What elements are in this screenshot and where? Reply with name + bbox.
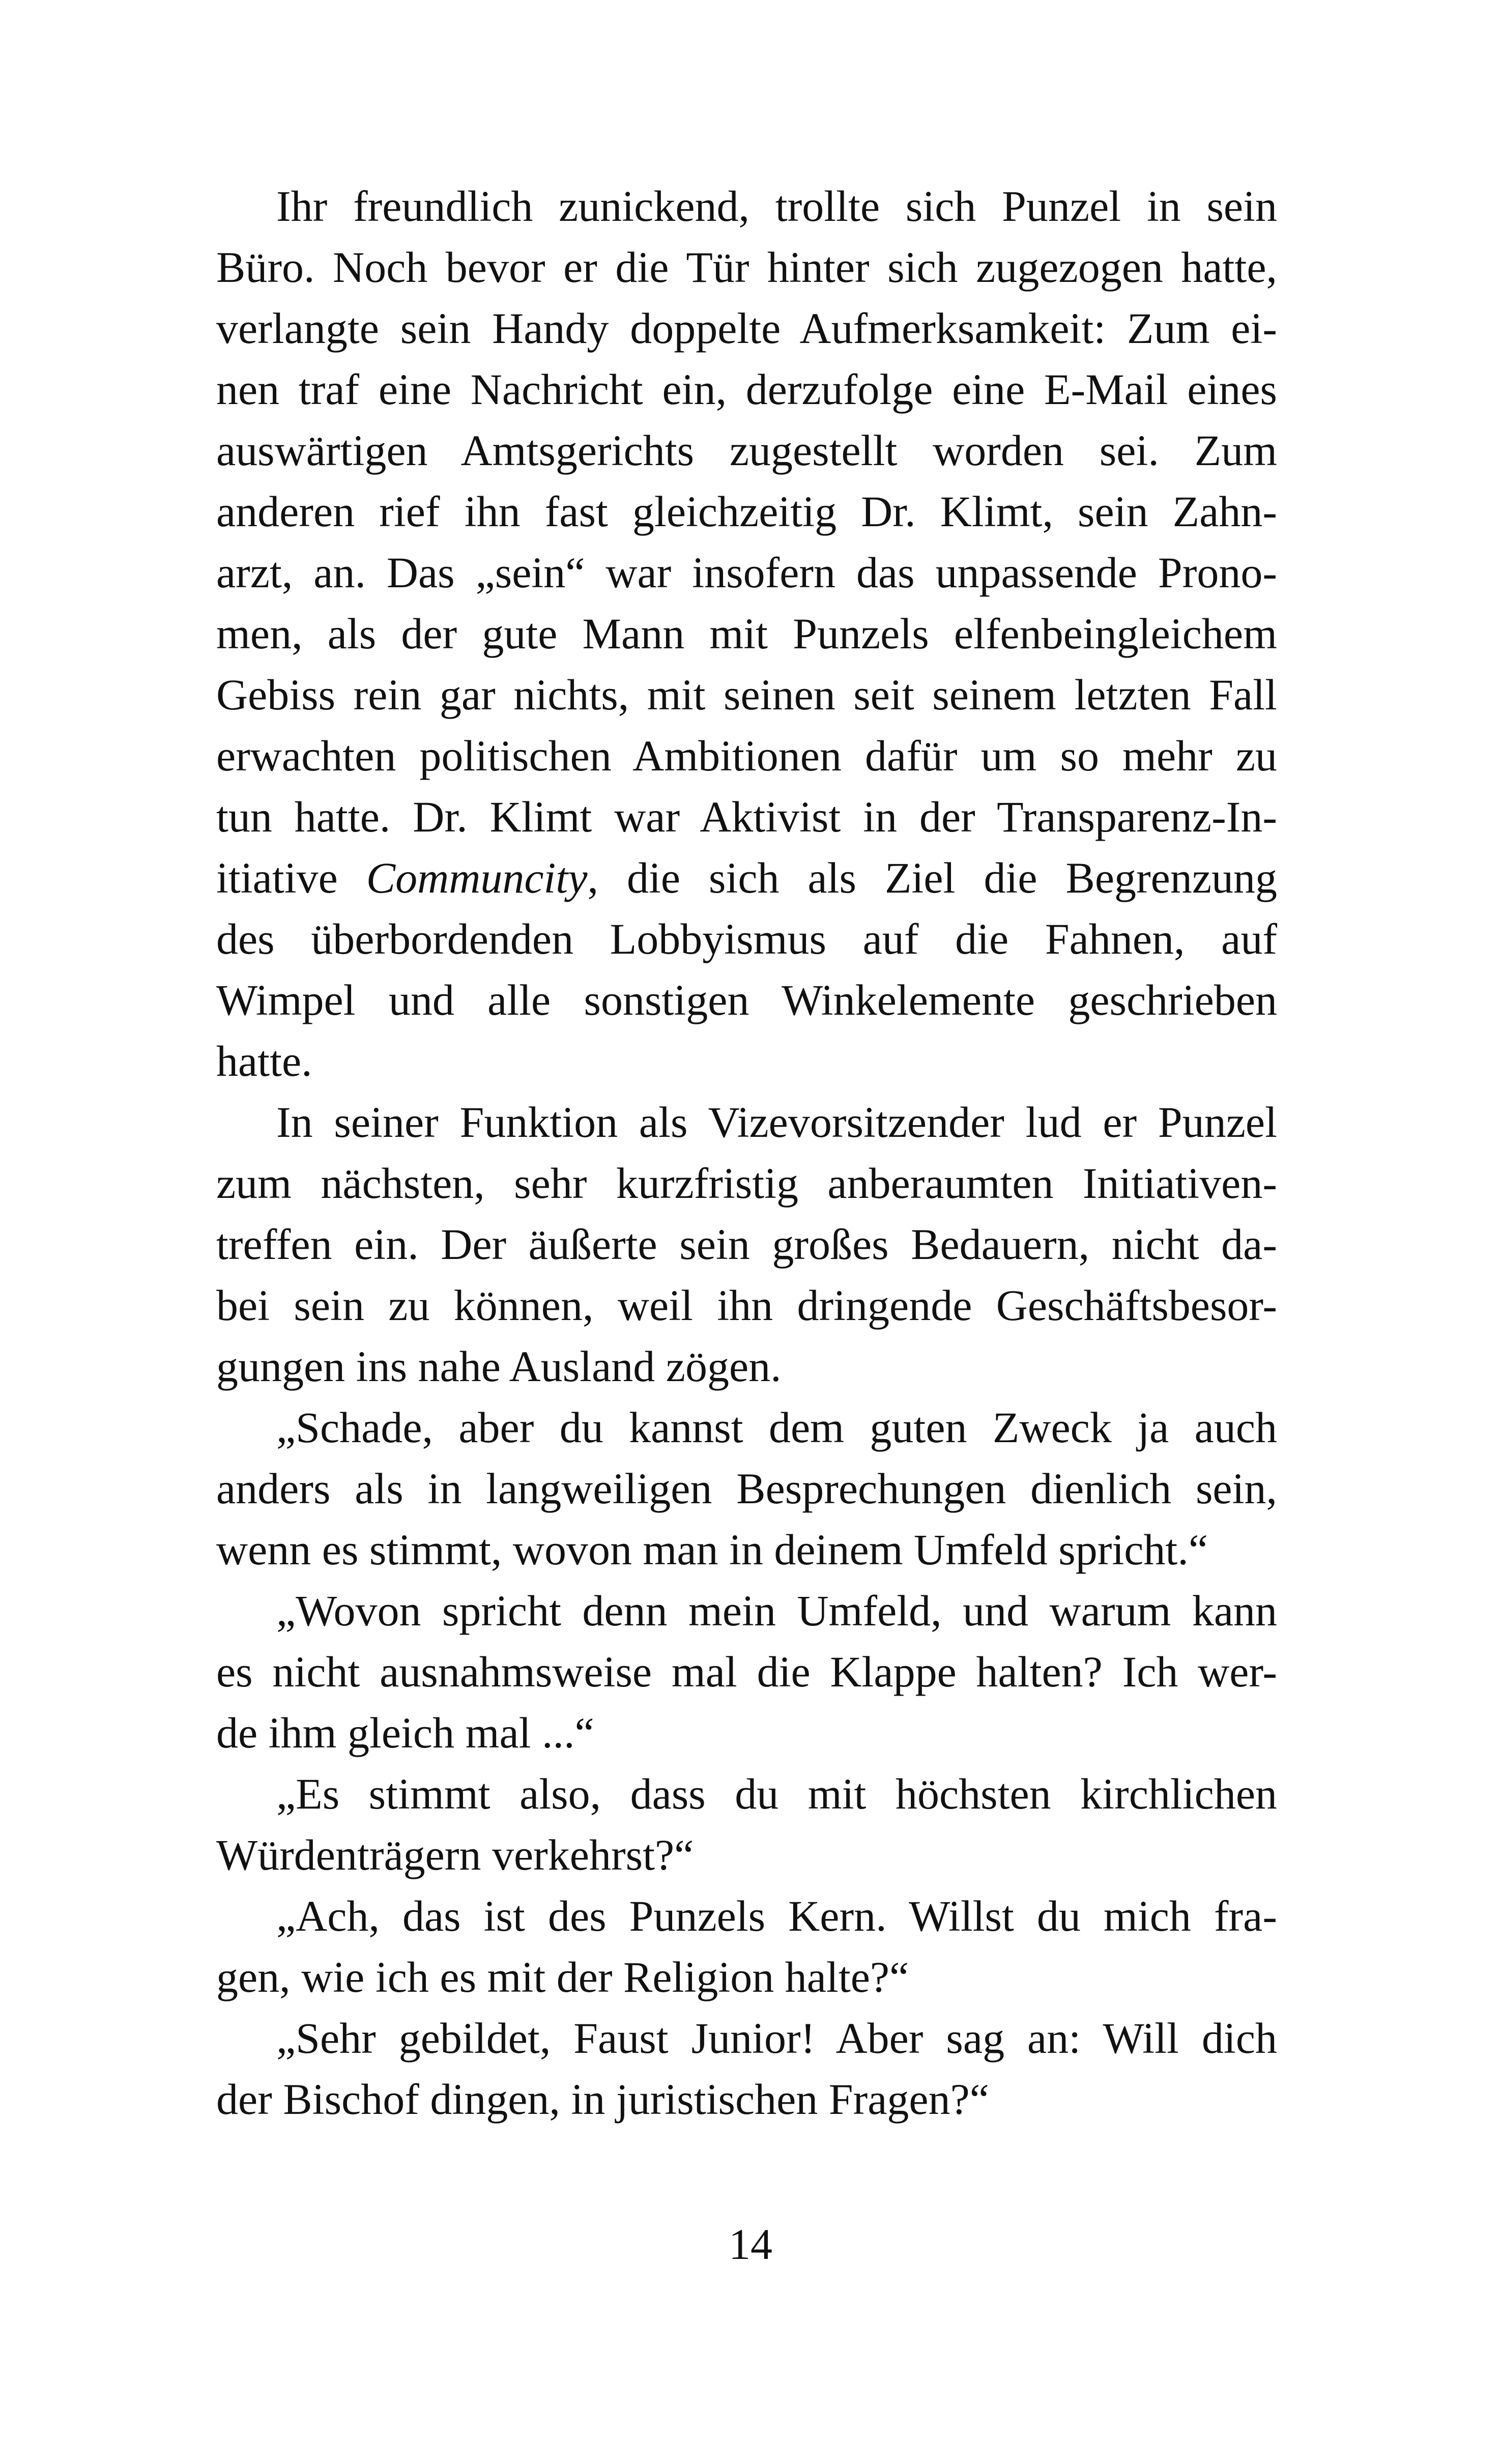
text-line: es nicht ausnahmsweise mal die Klappe halten? Ich wer- bbox=[216, 1647, 1277, 1696]
text-line: itiative Communcity, die sich als Ziel die Begrenzung bbox=[216, 853, 1277, 902]
text-line: der Bischof dingen, in juristischen Fragen?“ bbox=[216, 2075, 989, 2124]
text-line: zum nächsten, sehr kurzfristig anberaumten Initiativen- bbox=[216, 1159, 1277, 1208]
text-line: tun hatte. Dr. Klimt war Aktivist in der Transparenz-In- bbox=[216, 792, 1277, 841]
text-line: erwachten politischen Ambitionen dafür um so mehr zu bbox=[216, 731, 1277, 780]
text-line: men, als der gute Mann mit Punzels elfenbeingleichem bbox=[216, 609, 1277, 658]
text-line: bei sein zu können, weil ihn dringende Geschäftsbesor- bbox=[216, 1281, 1277, 1330]
text-line: In seiner Funktion als Vizevorsitzender lud er Punzel bbox=[276, 1098, 1277, 1147]
text-line: „Es stimmt also, dass du mit höchsten kirchlichen bbox=[276, 1769, 1277, 1818]
text-line: anders als in langweiligen Besprechungen dienlich sein, bbox=[216, 1464, 1277, 1513]
page-number: 14 bbox=[729, 2220, 772, 2269]
text-line: anderen rief ihn fast gleichzeitig Dr. Klimt, sein Zahn- bbox=[216, 487, 1277, 536]
text-line: Würdenträgern verkehrst?“ bbox=[216, 1830, 694, 1879]
text-line: „Ach, das ist des Punzels Kern. Willst du mich fra- bbox=[276, 1892, 1277, 1940]
italic-title: Communcity bbox=[366, 853, 588, 902]
text-line: hatte. bbox=[216, 1037, 312, 1085]
text-line: treffen ein. Der äußerte sein großes Bedauern, nicht da- bbox=[216, 1220, 1277, 1269]
text-line: de ihm gleich mal ...“ bbox=[216, 1708, 594, 1757]
body-text bbox=[216, 176, 1277, 2130]
text-line: gen, wie ich es mit der Religion halte?“ bbox=[216, 1953, 909, 2001]
text-line: Ihr freundlich zunickend, trollte sich Punzel in sein bbox=[276, 182, 1277, 231]
text-line: des überbordenden Lobbyismus auf die Fahnen, auf bbox=[216, 914, 1277, 963]
text-line: auswärtigen Amtsgerichts zugestellt worden sei. Zum bbox=[216, 426, 1277, 475]
text-line: Büro. Noch bevor er die Tür hinter sich zugezogen hatte, bbox=[216, 243, 1277, 292]
text-line: Gebiss rein gar nichts, mit seinen seit seinem letzten Fall bbox=[216, 670, 1277, 719]
text-line: Wimpel und alle sonstigen Winkelemente geschrieben bbox=[216, 976, 1277, 1024]
text-line: „Sehr gebildet, Faust Junior! Aber sag an: Will dich bbox=[276, 2014, 1277, 2062]
text-line: nen traf eine Nachricht ein, derzufolge eine E-Mail eines bbox=[216, 365, 1277, 414]
text-line: wenn es stimmt, wovon man in deinem Umfeld spricht.“ bbox=[216, 1525, 1208, 1574]
text-line: „Wovon spricht denn mein Umfeld, und warum kann bbox=[276, 1586, 1277, 1635]
text-line: „Schade, aber du kannst dem guten Zweck ja auch bbox=[276, 1403, 1277, 1452]
text-line: verlangte sein Handy doppelte Aufmerksamkeit: Zum ei- bbox=[216, 304, 1277, 353]
text-line: gungen ins nahe Ausland zögen. bbox=[216, 1342, 782, 1391]
text-line: arzt, an. Das „sein“ war insofern das unpassende Prono- bbox=[216, 548, 1277, 597]
